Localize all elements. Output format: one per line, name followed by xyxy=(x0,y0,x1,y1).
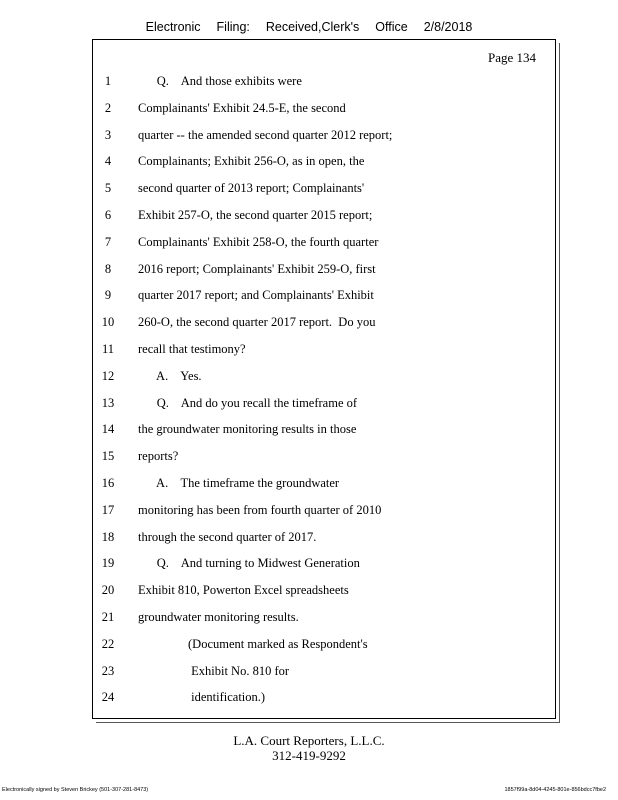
line-text: quarter -- the amended second quarter 2012 report; xyxy=(138,127,393,142)
line-text: 260-O, the second quarter 2017 report. Do you xyxy=(138,315,376,330)
line-text: A. Yes. xyxy=(138,368,202,383)
transcript-line xyxy=(0,125,618,145)
line-number: 18 xyxy=(101,529,115,544)
transcript-line xyxy=(0,580,618,600)
line-number: 10 xyxy=(101,315,115,330)
line-number: 7 xyxy=(104,234,112,249)
signature-left: Electronically signed by Steven Brickey (501-307-281-8473) xyxy=(2,787,149,793)
line-text: Complainants; Exhibit 256-O, as in open, the xyxy=(138,154,365,169)
line-text: identification.) xyxy=(138,690,266,705)
line-number: 19 xyxy=(101,556,115,571)
footer-phone: 312-419-9292 xyxy=(272,748,346,763)
line-number: 8 xyxy=(104,261,112,276)
transcript-line xyxy=(0,259,618,279)
line-text: Exhibit 810, Powerton Excel spreadsheets xyxy=(138,583,349,598)
line-number: 20 xyxy=(101,583,115,598)
line-number: 14 xyxy=(101,422,115,437)
transcript-line xyxy=(0,151,618,171)
line-text: Complainants' Exhibit 258-O, the fourth quarter xyxy=(138,234,379,249)
line-number: 24 xyxy=(101,690,115,705)
transcript-line xyxy=(0,634,618,654)
header-received: Received,Clerk's xyxy=(265,20,360,34)
header-office: Office xyxy=(375,20,408,34)
transcript-line xyxy=(0,607,618,627)
transcript-line xyxy=(0,98,618,118)
line-number: 16 xyxy=(101,476,115,490)
line-number: 12 xyxy=(101,368,115,383)
line-number: 9 xyxy=(104,288,112,303)
line-text: quarter 2017 report; and Complainants' Exhibit xyxy=(138,288,374,303)
transcript-line xyxy=(0,500,618,520)
line-number: 3 xyxy=(104,127,112,142)
page-number: Page 134 xyxy=(487,50,536,65)
transcript-line xyxy=(0,661,618,681)
transcript-line xyxy=(0,687,618,707)
line-text: 2016 report; Complainants' Exhibit 259-O, first xyxy=(138,261,376,276)
line-number: 4 xyxy=(104,154,112,169)
line-number: 11 xyxy=(101,342,115,356)
line-text: Complainants' Exhibit 24.5-E, the second xyxy=(138,100,346,115)
transcript-line xyxy=(0,393,618,413)
line-text: Q. And those exhibits were xyxy=(138,74,302,88)
transcript-line xyxy=(0,71,618,91)
line-text: second quarter of 2013 report; Complainants' xyxy=(138,181,365,196)
line-text: Q. And do you recall the timeframe of xyxy=(138,395,358,410)
transcript-line xyxy=(0,178,618,198)
transcript-line xyxy=(0,553,618,573)
footer-company: L.A. Court Reporters, L.L.C. xyxy=(233,733,385,748)
transcript-line xyxy=(0,339,618,359)
line-number: 17 xyxy=(101,502,115,517)
line-text: Q. And turning to Midwest Generation xyxy=(138,556,360,571)
transcript-line xyxy=(0,419,618,439)
transcript-line xyxy=(0,312,618,332)
line-text: Exhibit 257-O, the second quarter 2015 report; xyxy=(138,208,373,222)
line-number: 5 xyxy=(104,181,112,196)
line-text: the groundwater monitoring results in those xyxy=(138,422,357,437)
transcript-line xyxy=(0,285,618,305)
signature-right: 1857f99a-8d04-4245-801e-856bdcc7fbe2 xyxy=(504,787,606,793)
transcript-line xyxy=(0,527,618,547)
line-number: 23 xyxy=(101,663,115,678)
line-text: through the second quarter of 2017. xyxy=(138,529,317,544)
line-text: groundwater monitoring results. xyxy=(138,610,299,624)
line-number: 15 xyxy=(101,449,115,464)
transcript-line xyxy=(0,205,618,225)
header-filing: Filing: xyxy=(216,20,250,34)
header-date: 2/8/2018 xyxy=(423,20,473,34)
line-text: Exhibit No. 810 for xyxy=(138,663,290,678)
transcript-line xyxy=(0,232,618,252)
transcript-line xyxy=(0,473,618,493)
line-number: 1 xyxy=(104,74,112,88)
line-number: 2 xyxy=(104,100,112,115)
transcript-line xyxy=(0,446,618,466)
line-number: 13 xyxy=(101,395,115,410)
line-text: monitoring has been from fourth quarter of 2010 xyxy=(138,502,382,517)
line-text: recall that testimony? xyxy=(138,342,246,356)
line-number: 21 xyxy=(101,610,115,624)
line-number: 6 xyxy=(104,208,112,222)
transcript-line xyxy=(0,366,618,386)
header-electronic: Electronic xyxy=(145,20,201,34)
line-text: (Document marked as Respondent's xyxy=(138,636,368,651)
line-number: 22 xyxy=(101,636,115,651)
line-text: A. The timeframe the groundwater xyxy=(138,476,340,490)
filing-header xyxy=(0,20,618,34)
line-text: reports? xyxy=(138,449,179,464)
